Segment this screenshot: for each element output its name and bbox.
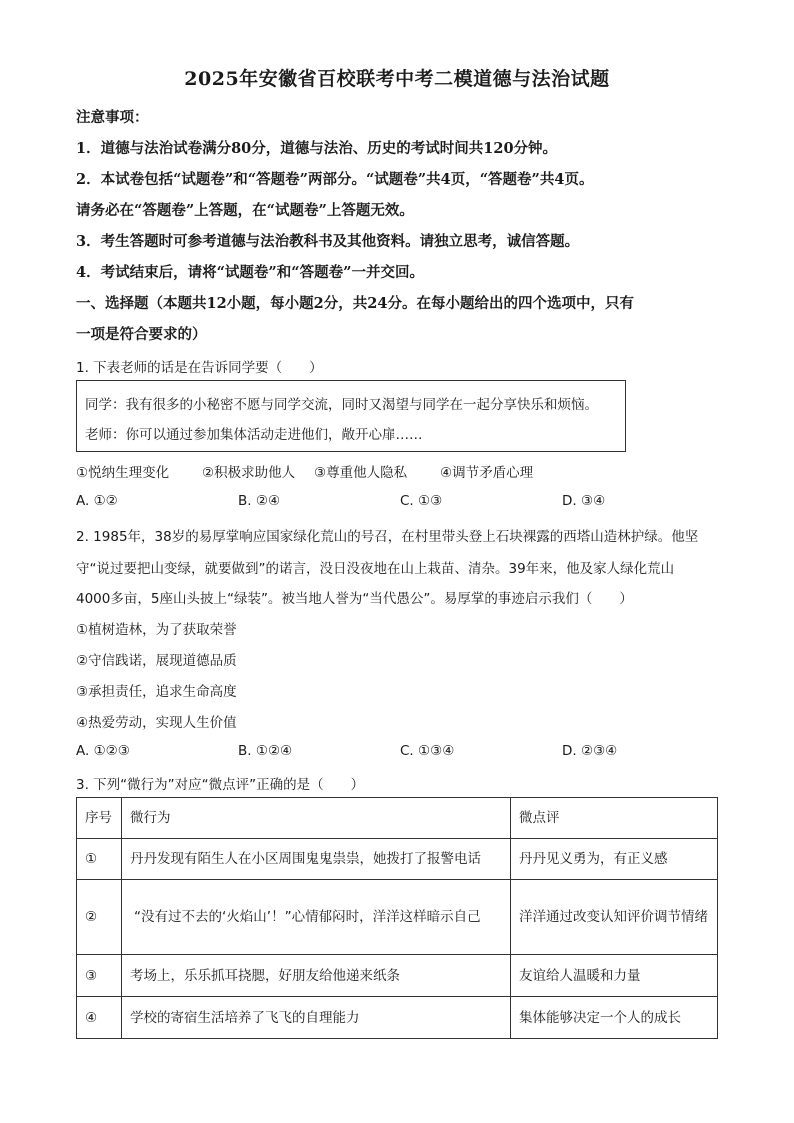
q1-statement-1: ①悦纳生理变化 bbox=[76, 465, 170, 481]
row-comment: 集体能够决定一个人的成长 bbox=[511, 997, 718, 1039]
notice-item-2: 2．本试卷包括“试题卷”和“答题卷”两部分。“试题卷”共4页，“答题卷”共4页。 bbox=[76, 171, 594, 188]
table-row bbox=[77, 839, 718, 880]
q1-dialog-teacher: 老师：你可以通过参加集体活动走进他们，敞开心扉…… bbox=[85, 427, 423, 443]
q2-option-a[interactable]: A. ①②③ bbox=[76, 743, 130, 759]
header-index: 序号 bbox=[77, 798, 122, 839]
row-behavior: 丹丹发现有陌生人在小区周围鬼鬼祟祟，她拨打了报警电话 bbox=[122, 839, 511, 880]
q3-table bbox=[76, 797, 718, 1039]
q2-stem-line-1: 2. 1985年，38岁的易厚掌响应国家绿化荒山的号召，在村里带头登上石块裸露的西塔山造林护绿。他坚 bbox=[76, 529, 699, 545]
table-row bbox=[77, 955, 718, 997]
page-title: 2025年安徽省百校联考中考二模道德与法治试题 bbox=[184, 68, 610, 90]
row-index: ④ bbox=[77, 997, 122, 1039]
row-index: ③ bbox=[77, 955, 122, 997]
q1-statement-4: ④调节矛盾心理 bbox=[440, 465, 534, 481]
section-heading-cont: 一项是符合要求的） bbox=[76, 326, 207, 343]
row-comment: 洋洋通过改变认知评价调节情绪 bbox=[511, 880, 718, 955]
header-comment: 微点评 bbox=[511, 798, 718, 839]
q1-dialog-box bbox=[76, 380, 626, 452]
row-behavior: 考场上，乐乐抓耳挠腮，好朋友给他递来纸条 bbox=[122, 955, 511, 997]
row-comment: 友谊给人温暖和力量 bbox=[511, 955, 718, 997]
table-header-row bbox=[77, 798, 718, 839]
q1-statement-3: ③尊重他人隐私 bbox=[314, 465, 408, 481]
q1-stem: 1. 下表老师的话是在告诉同学要（ ） bbox=[76, 360, 323, 376]
row-behavior: “没有过不去的‘火焰山’！”心情郁闷时，洋洋这样暗示自己 bbox=[122, 880, 511, 955]
q1-option-d[interactable]: D. ③④ bbox=[562, 493, 606, 509]
q2-option-c[interactable]: C. ①③④ bbox=[400, 743, 455, 759]
table-row bbox=[77, 997, 718, 1039]
notice-item-1: 1．道德与法治试卷满分80分，道德与法治、历史的考试时间共120分钟。 bbox=[76, 140, 558, 157]
header-behavior: 微行为 bbox=[122, 798, 511, 839]
row-comment: 丹丹见义勇为，有正义感 bbox=[511, 839, 718, 880]
q1-dialog-student: 同学：我有很多的小秘密不愿与同学交流，同时又渴望与同学在一起分享快乐和烦恼。 bbox=[85, 397, 598, 413]
notice-item-3: 3．考生答题时可参考道德与法治教科书及其他资料。请独立思考，诚信答题。 bbox=[76, 233, 580, 250]
q1-option-b[interactable]: B. ②④ bbox=[238, 493, 281, 509]
notice-heading: 注意事项： bbox=[76, 109, 149, 126]
section-heading: 一、选择题（本题共12小题，每小题2分，共24分。在每小题给出的四个选项中，只有 bbox=[76, 295, 634, 312]
q1-statement-2: ②积极求助他人 bbox=[202, 465, 296, 481]
row-behavior: 学校的寄宿生活培养了飞飞的自理能力 bbox=[122, 997, 511, 1039]
q2-stem-line-3: 4000多亩，5座山头披上“绿装”。被当地人誉为“当代愚公”。易厚掌的事迹启示我们（ ） bbox=[76, 591, 633, 607]
q2-statement-1: ①植树造林，为了获取荣誉 bbox=[76, 622, 237, 638]
row-index: ② bbox=[77, 880, 122, 955]
q2-statement-2: ②守信践诺，展现道德品质 bbox=[76, 653, 237, 669]
q2-statement-3: ③承担责任，追求生命高度 bbox=[76, 684, 237, 700]
q1-option-a[interactable]: A. ①② bbox=[76, 493, 118, 509]
q2-option-b[interactable]: B. ①②④ bbox=[238, 743, 293, 759]
row-index: ① bbox=[77, 839, 122, 880]
q2-option-d[interactable]: D. ②③④ bbox=[562, 743, 618, 759]
notice-item-4: 4．考试结束后，请将“试题卷”和“答题卷”一并交回。 bbox=[76, 264, 424, 281]
q3-stem: 3. 下列“微行为”对应“微点评”正确的是（ ） bbox=[76, 777, 365, 793]
table-row bbox=[77, 880, 718, 955]
q2-stem-line-2: 守“说过要把山变绿，就要做到”的诺言，没日没夜地在山上栽苗、清杂。39年来，他及家人绿化荒山 bbox=[76, 561, 675, 577]
notice-item-2-cont: 请务必在“答题卷”上答题，在“试题卷”上答题无效。 bbox=[76, 202, 414, 219]
q2-statement-4: ④热爱劳动，实现人生价值 bbox=[76, 715, 237, 731]
q1-option-c[interactable]: C. ①③ bbox=[400, 493, 443, 509]
